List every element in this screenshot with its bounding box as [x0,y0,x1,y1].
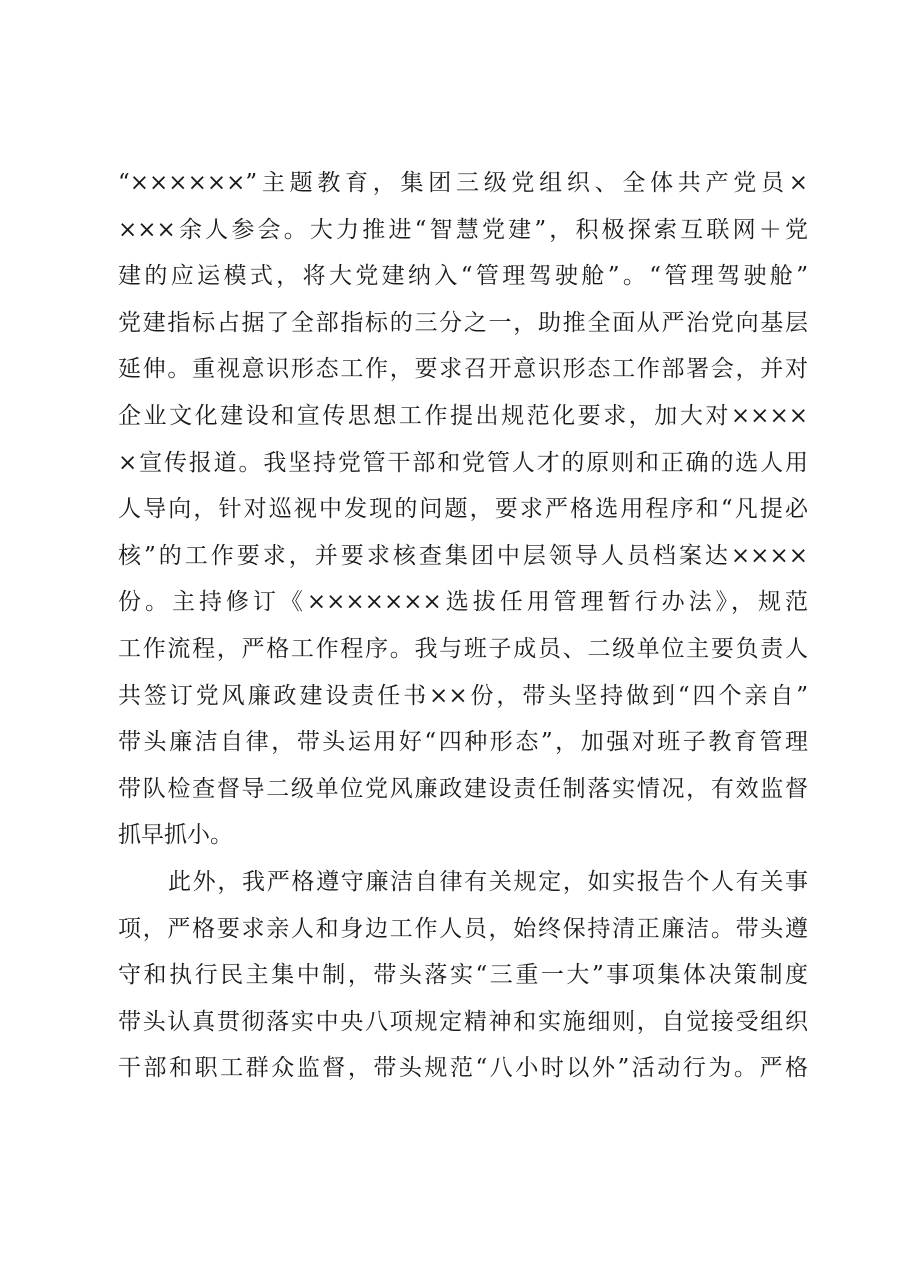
body-text [118,160,808,1092]
text-line: 守和执行民主集中制，带头落实“三重一大”事项集体决策制度 [118,962,808,989]
text-line: 抓早抓小。 [118,822,233,849]
text-line: 带头廉洁自律，带头运用好“四种形态”，加强对班子教育管理 [118,729,808,756]
text-line: ×××余人参会。大力推进“智慧党建”，积极探索互联网＋党 [118,216,808,243]
text-line: 带队检查督导二级单位党风廉政建设责任制落实情况，有效监督 [118,775,808,802]
text-line: ×宣传报道。我坚持党管干部和党管人才的原则和正确的选人用 [118,449,808,476]
text-line: 项，严格要求亲人和身边工作人员，始终保持清正廉洁。带头遵 [118,915,808,942]
text-line: 延伸。重视意识形态工作，要求召开意识形态工作部署会，并对 [118,356,808,383]
text-line: 共签订党风廉政建设责任书××份，带头坚持做到“四个亲自” [118,682,808,709]
text-line: 份。主持修订《×××××××选拔任用管理暂行办法》，规范 [118,589,808,616]
text-line: 工作流程，严格工作程序。我与班子成员、二级单位主要负责人 [118,635,808,662]
text-line: 党建指标占据了全部指标的三分之一，助推全面从严治党向基层 [118,309,808,336]
text-line: 人导向，针对巡视中发现的问题，要求严格选用程序和“凡提必 [118,496,808,523]
paragraph [118,160,808,859]
paragraph [118,859,808,1092]
text-line: 带头认真贯彻落实中央八项规定精神和实施细则，自觉接受组织 [118,1008,808,1035]
text-line: 干部和职工群众监督，带头规范“八小时以外”活动行为。严格 [118,1055,808,1082]
text-line: “××××××”主题教育，集团三级党组织、全体共产党员× [118,170,808,196]
text-line: 核”的工作要求，并要求核查集团中层领导人员档案达×××× [118,542,808,569]
text-line: 此外，我严格遵守廉洁自律有关规定，如实报告个人有关事 [168,868,808,895]
text-line: 企业文化建设和宣传思想工作提出规范化要求，加大对×××× [118,402,808,429]
text-line: 建的应运模式，将大党建纳入“管理驾驶舱”。“管理驾驶舱” [118,263,808,290]
